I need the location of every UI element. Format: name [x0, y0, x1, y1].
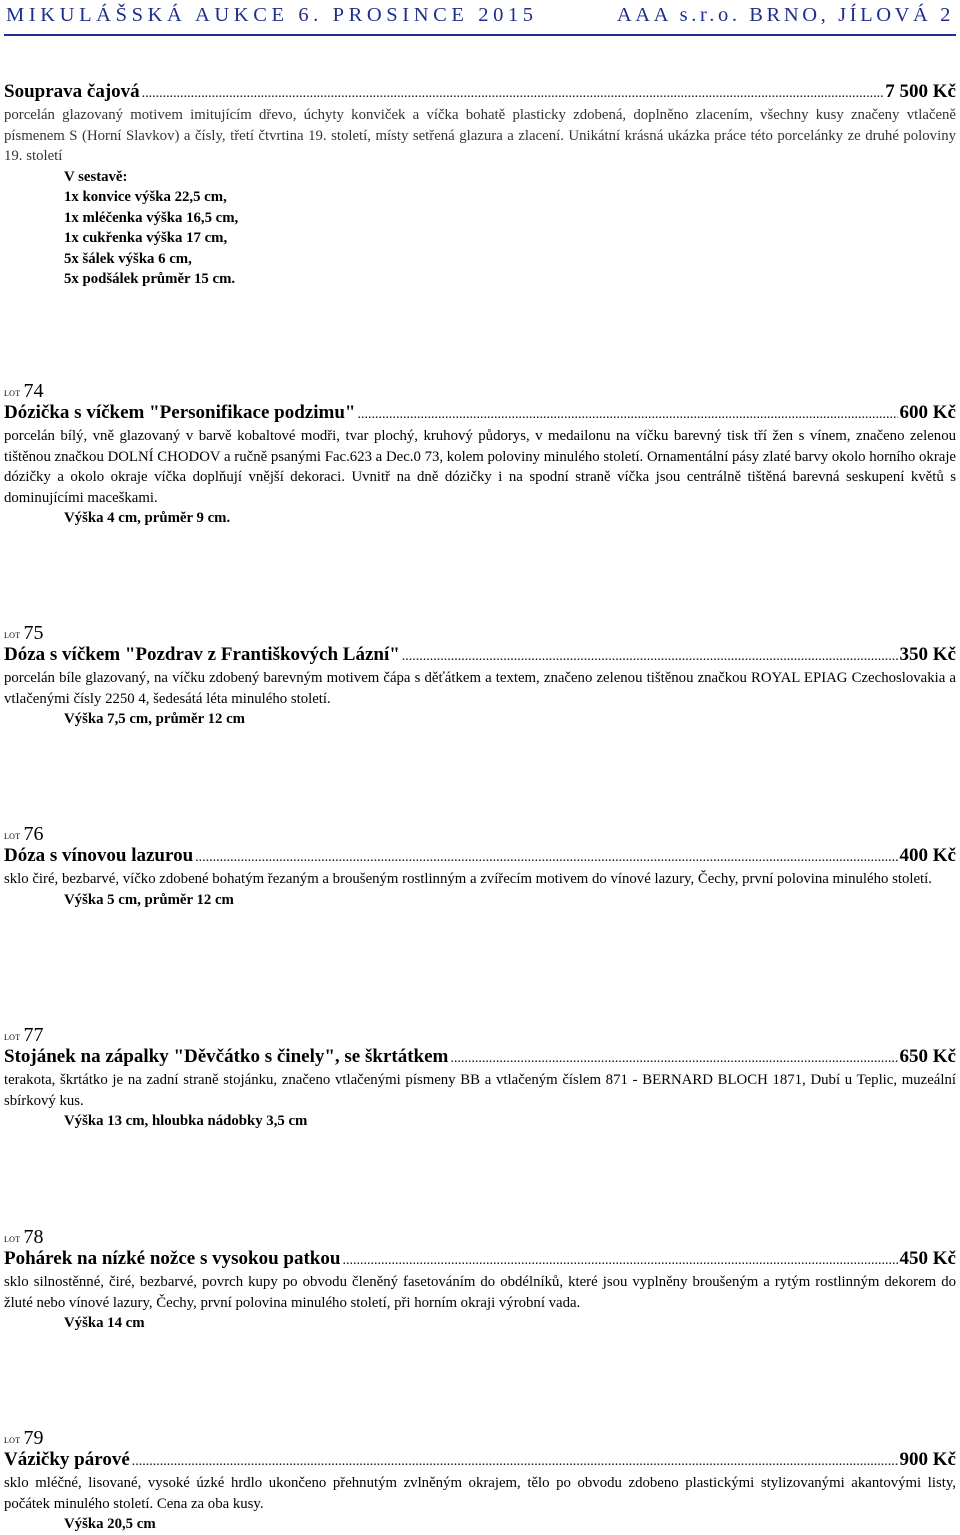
lot-word: LOT — [4, 1436, 21, 1445]
lot-title-line — [4, 80, 956, 105]
lot-label — [4, 818, 956, 844]
lot-description: porcelán bílý, vně glazovaný v barvě kobaltové modři, tvar plochý, kruhový půdorys, v medailonu na víčku barevný tisk tří žen s vínem, značeno zelenou tištěnou značkou DOLNÍ CHODOV a ručně psanými Fac.623 a Dec.0 73, kolem poloviny minulého století. Ornamentální pásy zlaté barvy okolo horního okraje dózičky a okolo okraje víčka doplňují vnější dekoraci. Uvnitř na dně dózičky i na spodní straně víčka jsou centrálně tištěná barevná seskupení květů s dominujícími maceškami. — [4, 428, 956, 506]
lot-word: LOT — [4, 1235, 21, 1244]
lot-price: 650 Kč — [899, 1046, 956, 1067]
lot-description: sklo čiré, bezbarvé, víčko zdobené bohatým řezaným a broušeným rostlinným a zvířecím motivem do vínové lazury, Čechy, první polovina minulého století. — [4, 871, 932, 887]
leader-dots — [195, 846, 897, 869]
lot-price: 7 500 Kč — [885, 81, 956, 102]
leader-dots — [342, 1249, 897, 1272]
lot-number: 76 — [23, 823, 44, 845]
leader-dots — [132, 1450, 898, 1473]
lot-title-line — [4, 844, 956, 869]
lot-entry-79 — [4, 1422, 956, 1535]
lot-number: 78 — [23, 1226, 44, 1248]
lot-price: 600 Kč — [899, 402, 956, 423]
lot-title-line — [4, 1045, 956, 1070]
header-rule — [4, 34, 956, 36]
lot-title: Pohárek na nízké nožce s vysokou patkou — [4, 1248, 341, 1269]
page-header — [6, 4, 954, 27]
lot-label — [4, 617, 956, 643]
lot-title: Dóza s vínovou lazurou — [4, 845, 194, 866]
lot-word: LOT — [4, 1033, 21, 1042]
lot-entry-78 — [4, 1221, 956, 1334]
lot-description: porcelán bíle glazovaný, na víčku zdobený barevným motivem čápa s děťátkem a textem, značeno zelenou tištěnou značkou ROYAL EPIAG Czechoslovakia a vtlačenými čísly 2250 4, šedesátá léta minulého století. — [4, 670, 956, 707]
lot-title-line — [4, 1247, 956, 1272]
lot-description: porcelán glazovaný motivem imitujícím dřevo, úchyty konviček a víčka bohatě plasticky zdobená, doplněno zlacením, všechny kusy značeny vtlačeně písmenem S (Horní Slavkov) a čísly, třetí čtvrtina 19. století, místy setřená glazura a zlacení. Unikátní krásná ukázka práce této porcelánky ze druhé poloviny 19. století — [4, 107, 956, 164]
header-auction-title: MIKULÁŠSKÁ AUKCE 6. PROSINCE 2015 — [6, 4, 538, 26]
lot-price: 350 Kč — [899, 644, 956, 665]
lot-word: LOT — [4, 389, 21, 398]
leader-dots — [357, 403, 897, 426]
lot-title: Vázičky párové — [4, 1449, 130, 1470]
lot-price: 450 Kč — [899, 1248, 956, 1269]
lot-label — [4, 1019, 956, 1045]
lot-title-line — [4, 643, 956, 668]
lot-entry-77 — [4, 1019, 956, 1132]
lot-entry-souprava — [4, 80, 956, 290]
lot-description: terakota, škrtátko je na zadní straně stojánku, značeno vtlačenými písmeny BB a vtlačeným číslem 871 - BERNARD BLOCH 1871, Dubí u Teplic, muzeální sbírkový kus. — [4, 1072, 956, 1109]
set-item: 5x podšálek průměr 15 cm. — [64, 271, 236, 288]
lot-title: Dóza s víčkem "Pozdrav z Františkových Lázní" — [4, 644, 400, 665]
lot-number: 74 — [23, 380, 44, 402]
lot-label — [4, 375, 956, 401]
lot-word: LOT — [4, 832, 21, 841]
lot-dimensions: Výška 20,5 cm — [64, 1516, 156, 1532]
set-heading: V sestavě: — [64, 168, 128, 185]
lot-number: 79 — [23, 1427, 44, 1449]
set-item: 1x mléčenka výška 16,5 cm, — [64, 209, 239, 226]
lot-title-line — [4, 1448, 956, 1473]
leader-dots — [402, 645, 898, 668]
lot-entry-75 — [4, 617, 956, 730]
lot-label — [4, 1221, 956, 1247]
lot-description: sklo silnostěnné, čiré, bezbarvé, povrch kupy po obvodu členěný fasetováním do obdélníků, které jsou vyplněny broušeným a rytým rostlinným dekorem do žluté nebo vínové lazury, Čechy, první polovina minulého století, při horním okraji výrobní vada. — [4, 1274, 956, 1311]
lot-dimensions: Výška 7,5 cm, průměr 12 cm — [64, 711, 245, 727]
lot-price: 400 Kč — [899, 845, 956, 866]
lot-entry-74 — [4, 375, 956, 529]
lot-word: LOT — [4, 631, 21, 640]
lot-description: sklo mléčné, lisované, vysoké úzké hrdlo ukončeno přehnutým zvlněným okrajem, tělo po obvodu zdobeno plastickými stylizovanými akantovými listy, počátek minulého století. Cena za oba kusy. — [4, 1475, 956, 1512]
lot-title: Souprava čajová — [4, 81, 140, 102]
lot-number: 75 — [23, 622, 44, 644]
lot-label — [4, 1422, 956, 1448]
header-company: AAA s.r.o. BRNO, JÍLOVÁ 2 — [616, 4, 954, 26]
set-item: 1x konvice výška 22,5 cm, — [64, 189, 227, 206]
lot-dimensions: Výška 13 cm, hloubka nádobky 3,5 cm — [64, 1113, 308, 1129]
lot-title: Stojánek na zápalky "Děvčátko s činely", se škrtátkem — [4, 1046, 449, 1067]
lot-entry-76 — [4, 818, 956, 910]
set-item: 1x cukřenka výška 17 cm, — [64, 230, 228, 247]
lot-title: Dózička s víčkem "Personifikace podzimu" — [4, 402, 356, 423]
lot-dimensions: Výška 14 cm — [64, 1315, 145, 1331]
lot-dimensions: Výška 5 cm, průměr 12 cm — [64, 891, 234, 908]
set-item: 5x šálek výška 6 cm, — [64, 250, 192, 267]
leader-dots — [450, 1047, 897, 1070]
lot-title-line — [4, 401, 956, 426]
leader-dots — [142, 82, 884, 105]
lot-number: 77 — [23, 1024, 44, 1046]
lot-price: 900 Kč — [899, 1449, 956, 1470]
lot-dimensions: Výška 4 cm, průměr 9 cm. — [64, 510, 231, 526]
